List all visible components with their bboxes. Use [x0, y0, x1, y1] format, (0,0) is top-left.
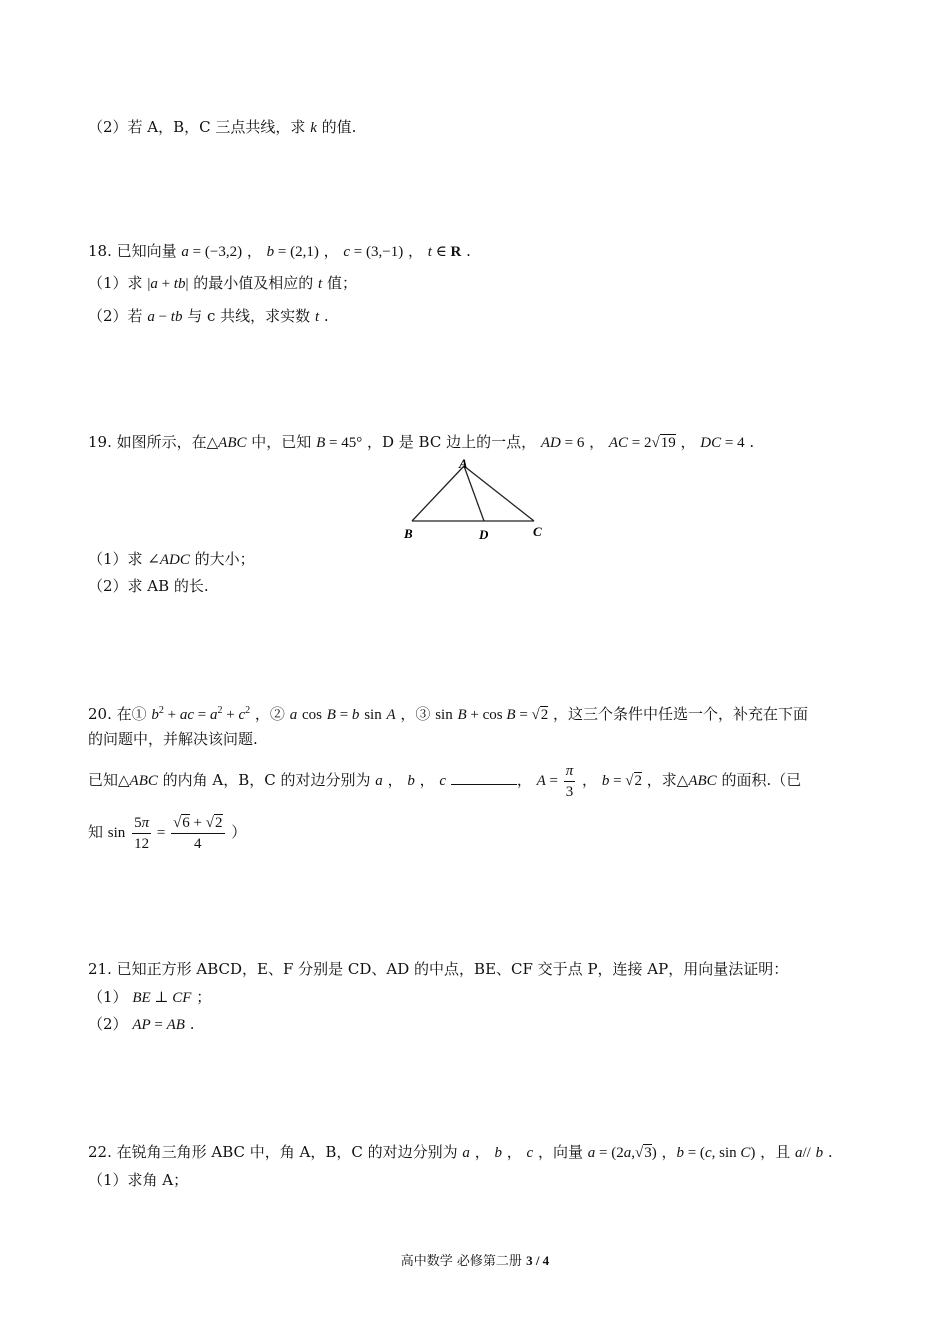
vertex-label-c: C — [533, 524, 542, 539]
q20-intro-cont: 的问题中，并解决该问题. — [88, 730, 258, 748]
q17-part2: （2）若 A，B，C 三点共线，求 k 的值. — [88, 118, 357, 136]
footer-title: 高中数学 必修第二册 — [400, 1254, 527, 1269]
q19-part1: （1）求 ∠ADC 的大小； — [88, 550, 255, 568]
page-footer — [0, 1250, 950, 1269]
q20-hint: 知 sin $\frac{5\pi}{12}$ = $\frac{√6 + √2}{4}$ ） — [88, 814, 247, 852]
q20-intro: 20. 在① $b^2$ + ac = $a^2 + c^2$ ，② a cos B = b sin A ，③ sin B + cos B = √2 ，这三个条件中任选一个，补充在下面 — [88, 705, 809, 723]
vertex-label-a: A — [459, 456, 468, 471]
page-number: 3 / 4 — [526, 1253, 550, 1268]
q18-part2: （2）若 a − tb 与 c 共线，求实数 t . — [88, 307, 329, 325]
answer-blank — [451, 770, 517, 785]
q19-intro: 19. 如图所示，在△ABC 中，已知 B = 45° ，D 是 BC 边上的一点， AD = 6 ， AC = 2√19 ， DC = 4 . — [88, 433, 755, 451]
q21-part1: （1） BE ⊥ CF ； — [88, 988, 212, 1006]
vertex-label-d: D — [479, 527, 489, 542]
q18-part1: （1）求 |a + tb| 的最小值及相应的 t 值； — [88, 274, 357, 292]
q20-body: 已知△ABC 的内角 A，B，C 的对边分别为 a ， b ， c ， A = $\frac{\pi}{3}$ ， b = √2 ，求△ABC 的面积.（已 — [88, 762, 802, 800]
q19-part2: （2）求 AB 的长. — [88, 577, 209, 595]
q22-intro: 22. 在锐角三角形 ABC 中，角 A，B，C 的对边分别为 a ， b ， c ，向量 a = (2a,√3) ，b = (c, sin C) ，且 a// b . — [88, 1143, 833, 1161]
q18-intro: 18. 已知向量 a = (−3,2) ， b = (2,1) ， c = (3,−1) ， t ∈ R . — [88, 242, 471, 260]
q21-intro: 21. 已知正方形 ABCD，E、F 分别是 CD、AD 的中点，BE、CF 交于点 P，连接 AP，用向量法证明： — [88, 960, 789, 978]
triangle-figure — [400, 455, 560, 545]
q22-part1: （1）求角 A； — [88, 1171, 189, 1189]
vertex-label-b: B — [404, 526, 413, 541]
segment-ab — [412, 466, 464, 521]
q21-part2: （2） AP = AB . — [88, 1015, 195, 1033]
